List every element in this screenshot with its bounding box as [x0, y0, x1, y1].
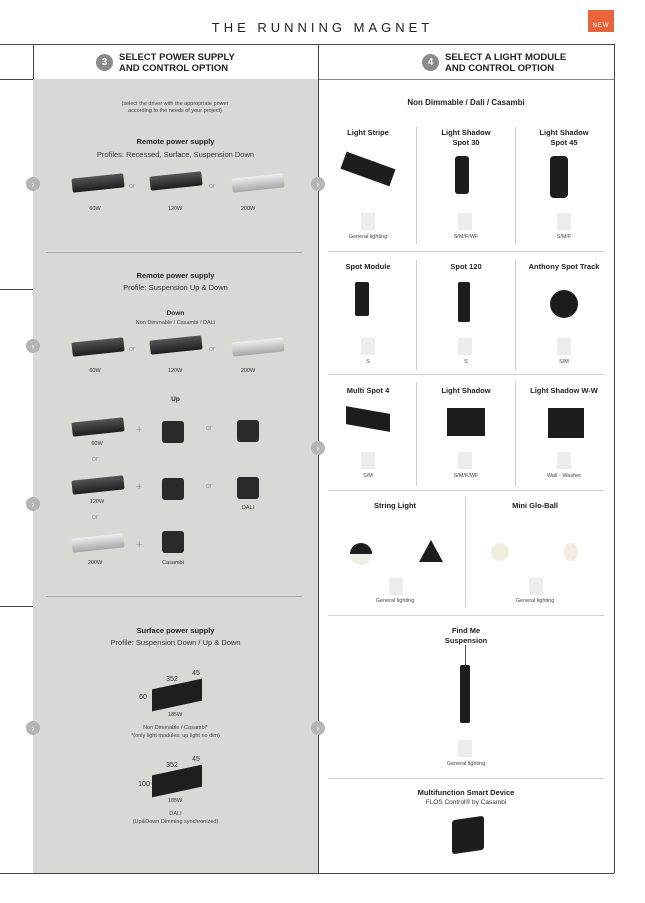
casambi-label: Casambi	[162, 560, 184, 566]
or-label: or	[92, 514, 99, 521]
beam-icon	[458, 338, 472, 355]
beam-caption: S/M/F/WF	[453, 234, 479, 240]
beam-icon	[361, 452, 375, 469]
light-stripe-image	[340, 152, 395, 187]
beam-icon	[361, 213, 375, 230]
module-divider	[515, 127, 516, 244]
module-title: Light Stripe	[347, 128, 389, 137]
module-row-divider	[328, 615, 604, 616]
left-stub-rule	[0, 606, 33, 607]
module-title: String Light	[373, 501, 417, 510]
beam-caption: S	[464, 359, 468, 365]
or-label: or	[209, 346, 216, 353]
beam-icon	[557, 452, 571, 469]
dimension-length: 352	[166, 762, 178, 769]
or-label: or	[209, 183, 216, 190]
left-stub-rule	[0, 79, 33, 80]
wattage-label: 120W	[89, 499, 105, 505]
mini-glo-ball-ceiling-image	[491, 543, 509, 561]
compatibility-heading: Non Dimmable / Dali / Casambi	[407, 98, 525, 107]
or-label: or	[129, 346, 136, 353]
module-divider	[416, 127, 417, 244]
chevron-right-icon[interactable]: ›	[311, 177, 325, 191]
col-divider	[318, 44, 319, 873]
top-rule	[0, 44, 614, 45]
module-row-divider	[328, 374, 604, 375]
module-title: Light Shadow Spot 30	[441, 128, 491, 147]
power-supply-panel	[33, 79, 318, 873]
beam-icon	[389, 578, 403, 595]
section-divider	[46, 252, 302, 253]
beam-caption: General lighting	[446, 761, 486, 767]
module-divider	[416, 382, 417, 486]
wattage-label: 60W	[91, 441, 103, 447]
beam-icon	[529, 578, 543, 595]
step-3-heading: SELECT POWER SUPPLY AND CONTROL OPTION	[119, 52, 235, 74]
spot-module-image	[355, 282, 369, 316]
section-title: Remote power supply	[136, 271, 215, 280]
dimension-depth: 45	[192, 756, 200, 763]
wattage-label: 200W	[240, 368, 256, 374]
up-label: Up	[171, 396, 180, 403]
light-shadow-spot-30-image	[455, 156, 469, 194]
or-label: or	[206, 483, 213, 490]
wattage-label: 200W	[240, 206, 256, 212]
page-title: THE RUNNING MAGNET	[211, 20, 434, 35]
module-title: Multi Spot 4	[346, 386, 390, 395]
module-title: Spot Module	[345, 262, 391, 271]
suspension-cable	[465, 645, 466, 665]
chevron-right-icon[interactable]: ›	[26, 721, 40, 735]
module-title: Anthony Spot Track	[528, 262, 600, 271]
module-title: Find Me Suspension	[444, 626, 488, 645]
beam-icon	[557, 213, 571, 230]
beam-icon	[361, 338, 375, 355]
beam-caption: S/M/F	[556, 234, 572, 240]
module-divider	[416, 260, 417, 370]
wattage-label: 120W	[167, 368, 183, 374]
chevron-right-icon[interactable]: ›	[26, 177, 40, 191]
down-sublabel: Non Dimmable / Casambi / DALI	[135, 320, 216, 326]
bottom-rule	[0, 873, 614, 874]
dimension-length: 352	[166, 676, 178, 683]
wattage-label: 60W	[89, 368, 101, 374]
module-divider	[515, 382, 516, 486]
plus-sign: +	[136, 539, 143, 551]
find-me-suspension-image	[460, 665, 470, 723]
dali-note: (Up&Down Dimming synchronized)	[132, 819, 219, 825]
beam-caption: S	[366, 359, 370, 365]
wattage-label: 200W	[87, 560, 103, 566]
note-line: Non Dimmable / Casambi*	[143, 725, 208, 731]
smart-device-image	[452, 816, 484, 854]
beam-caption: S/M	[559, 359, 569, 365]
chevron-right-icon[interactable]: ›	[311, 441, 325, 455]
dimension-height: 60	[139, 694, 147, 701]
light-shadow-spot-45-image	[550, 156, 568, 198]
wattage-label: 185W	[167, 798, 183, 804]
wattage-label: 120W	[167, 206, 183, 212]
dali-module-image	[237, 420, 259, 442]
col-divider	[614, 44, 615, 873]
note-line: *(only light modules, up light no dim)	[131, 733, 220, 739]
wattage-label: 60W	[89, 206, 101, 212]
mini-glo-ball-pendant-image	[564, 543, 578, 561]
beam-caption: S/M	[363, 473, 373, 479]
beam-caption: General lighting	[375, 598, 415, 604]
dali-module-image	[237, 477, 259, 499]
section-title: Remote power supply	[136, 137, 215, 146]
string-light-sphere-base	[350, 554, 372, 565]
chevron-right-icon[interactable]: ›	[311, 721, 325, 735]
beam-caption: General lighting	[348, 234, 388, 240]
string-light-cone-image	[419, 540, 443, 562]
module-row-divider	[328, 778, 604, 779]
left-stub-rule	[0, 289, 33, 290]
module-title: Mini Glo-Ball	[512, 501, 558, 510]
section-profile: Profile: Suspension Down / Up & Down	[110, 638, 241, 647]
anthony-spot-track-image	[550, 290, 578, 318]
step-4-heading: SELECT A LIGHT MODULE AND CONTROL OPTION	[445, 52, 567, 74]
plus-sign: +	[136, 424, 143, 436]
beam-caption: Wall - Washer	[546, 473, 582, 479]
string-light-sphere-image	[350, 543, 372, 554]
section-profile: Profile: Suspension Up & Down	[123, 283, 228, 292]
smart-device-subtitle: FLOS Control® by Casambi	[425, 799, 507, 806]
module-title: Light Shadow	[441, 386, 491, 395]
beam-icon	[458, 452, 472, 469]
beam-caption: S/M/F/WF	[453, 473, 479, 479]
dimension-height: 100	[138, 781, 150, 788]
beam-icon	[557, 338, 571, 355]
beam-caption: General lighting	[515, 598, 555, 604]
dali-label: DALI	[169, 811, 182, 817]
or-label: or	[206, 425, 213, 432]
casambi-module-image	[162, 421, 184, 443]
section-profiles: Profiles: Recessed, Surface, Suspension Down	[96, 150, 255, 159]
or-label: or	[129, 183, 136, 190]
module-divider	[465, 497, 466, 607]
module-title: Spot 120	[450, 262, 482, 271]
multi-spot-4-image	[346, 406, 390, 432]
chevron-right-icon[interactable]: ›	[26, 339, 40, 353]
section-divider	[46, 596, 302, 597]
casambi-module-image	[162, 531, 184, 553]
step-3-number: 3	[96, 54, 113, 71]
chevron-right-icon[interactable]: ›	[26, 497, 40, 511]
dimension-depth: 45	[192, 670, 200, 677]
module-row-divider	[328, 251, 604, 252]
casambi-module-image	[162, 478, 184, 500]
step-4-number: 4	[422, 54, 439, 71]
beam-icon	[458, 740, 472, 757]
module-divider	[515, 260, 516, 370]
light-shadow-image	[447, 408, 485, 436]
wattage-label: 185W	[167, 712, 183, 718]
module-row-divider	[328, 490, 604, 491]
module-title: Light Shadow Spot 45	[539, 128, 589, 147]
new-badge: NEW	[588, 10, 614, 32]
section-title: Surface power supply	[136, 626, 215, 635]
light-shadow-w-w-image	[548, 408, 584, 438]
plus-sign: +	[136, 481, 143, 493]
intro-text: (select the driver with the appropriate power according to the needs of your project)	[121, 101, 229, 114]
dali-label: DALI	[241, 505, 255, 511]
or-label: or	[92, 456, 99, 463]
spot-120-image	[458, 282, 470, 322]
beam-icon	[458, 213, 472, 230]
down-label: Down	[166, 310, 185, 317]
smart-device-title: Multifunction Smart Device	[417, 788, 515, 797]
module-title: Light Shadow W-W	[530, 386, 598, 395]
